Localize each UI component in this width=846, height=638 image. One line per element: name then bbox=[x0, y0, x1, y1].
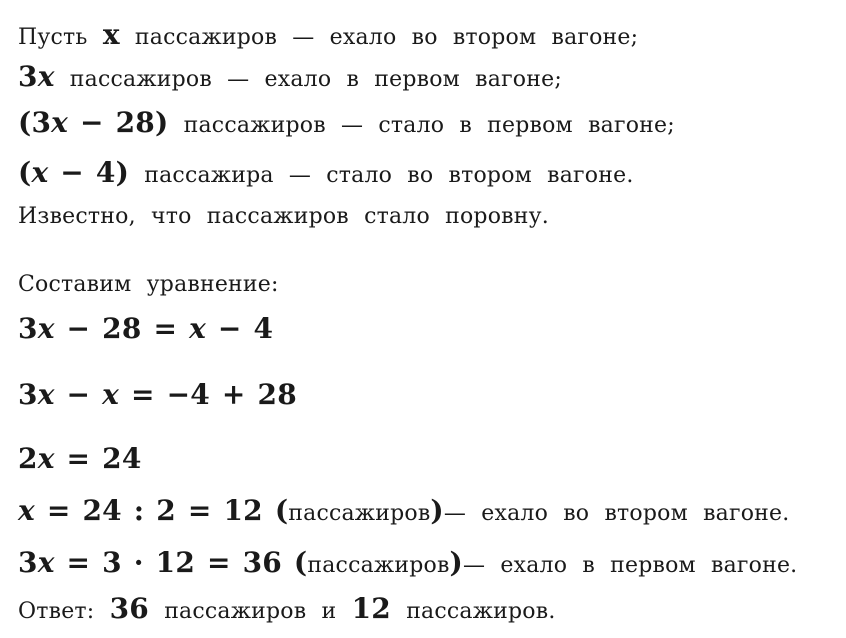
line-let-x bbox=[18, 18, 638, 51]
var-x: x bbox=[37, 378, 55, 411]
var-x: x bbox=[37, 442, 55, 475]
math-mid: − bbox=[54, 378, 103, 411]
line-x-minus-4 bbox=[18, 156, 634, 189]
paren-open: ( bbox=[293, 546, 308, 579]
text-compose: Составим уравнение: bbox=[18, 272, 279, 297]
math-rest: − 4) bbox=[48, 156, 130, 189]
text-passengers: пассажиров bbox=[307, 553, 450, 578]
coef: 3 bbox=[18, 312, 38, 345]
math-eq-1 bbox=[18, 312, 273, 345]
var-x: x bbox=[37, 60, 55, 93]
solution-document bbox=[18, 10, 838, 630]
math-rest: − 28) bbox=[68, 106, 169, 139]
line-answer bbox=[18, 592, 556, 625]
paren-close: ) bbox=[430, 494, 444, 527]
math-end: = 24 bbox=[54, 442, 142, 475]
equation-2 bbox=[18, 378, 297, 411]
coef: 3 bbox=[18, 378, 38, 411]
line-compose-equation bbox=[18, 272, 279, 297]
equation-3 bbox=[18, 442, 142, 475]
line-3x bbox=[18, 60, 562, 93]
var-x: x bbox=[18, 494, 35, 527]
math-3x bbox=[18, 60, 55, 93]
equation-4 bbox=[18, 494, 789, 527]
math-eq-4 bbox=[18, 494, 288, 527]
coef: 3 bbox=[18, 546, 38, 579]
var-x: x bbox=[51, 106, 69, 139]
math-3x-minus-28 bbox=[18, 106, 168, 139]
var-x: x bbox=[37, 546, 55, 579]
math-end: = −4 + 28 bbox=[119, 378, 297, 411]
math-mid: − 28 = bbox=[54, 312, 190, 345]
math-end: − 4 bbox=[205, 312, 274, 345]
equation-5 bbox=[18, 546, 797, 579]
coef: 2 bbox=[18, 442, 38, 475]
answer-36: 36 bbox=[109, 592, 149, 625]
var-x: x bbox=[31, 156, 49, 189]
paren-open: ( bbox=[274, 494, 289, 527]
paren-close: ) bbox=[449, 546, 463, 579]
math-calc: = 3 · 12 = 36 bbox=[54, 546, 294, 579]
math-eq-3 bbox=[18, 442, 142, 475]
text-passengers: пассажиров bbox=[288, 501, 431, 526]
text-let: Пусть bbox=[18, 25, 88, 50]
math-open: (3 bbox=[18, 106, 52, 139]
text-rode-first: — ехало в первом вагоне. bbox=[462, 553, 798, 578]
text-rode-second: — ехало во втором вагоне. bbox=[443, 501, 790, 526]
math-calc: = 24 : 2 = 12 bbox=[34, 494, 275, 527]
var-x: x bbox=[102, 18, 120, 51]
text-answer-label: Ответ: bbox=[18, 599, 95, 624]
text-known-equal: Известно, что пассажиров стало поровну. bbox=[18, 204, 549, 229]
text-passengers-end: пассажиров. bbox=[406, 599, 556, 624]
line-known bbox=[18, 204, 549, 229]
math-eq-5 bbox=[18, 546, 307, 579]
text-became-first: пассажиров — стало в первом вагоне; bbox=[183, 113, 675, 138]
text-became-second: пассажира — стало во втором вагоне. bbox=[144, 163, 634, 188]
text-passengers-and: пассажиров и bbox=[164, 599, 337, 624]
math-eq-2 bbox=[18, 378, 297, 411]
answer-12: 12 bbox=[351, 592, 391, 625]
line-3x-minus-28 bbox=[18, 106, 675, 139]
text-second-car: пассажиров — ехало во втором вагоне; bbox=[134, 25, 639, 50]
var-x: x bbox=[37, 312, 55, 345]
text-first-car: пассажиров — ехало в первом вагоне; bbox=[69, 67, 562, 92]
var-x: x bbox=[102, 378, 120, 411]
equation-1 bbox=[18, 312, 273, 345]
var-x: x bbox=[189, 312, 206, 345]
math-open: ( bbox=[18, 156, 32, 189]
math-x-minus-4 bbox=[18, 156, 129, 189]
coef-3: 3 bbox=[18, 60, 38, 93]
